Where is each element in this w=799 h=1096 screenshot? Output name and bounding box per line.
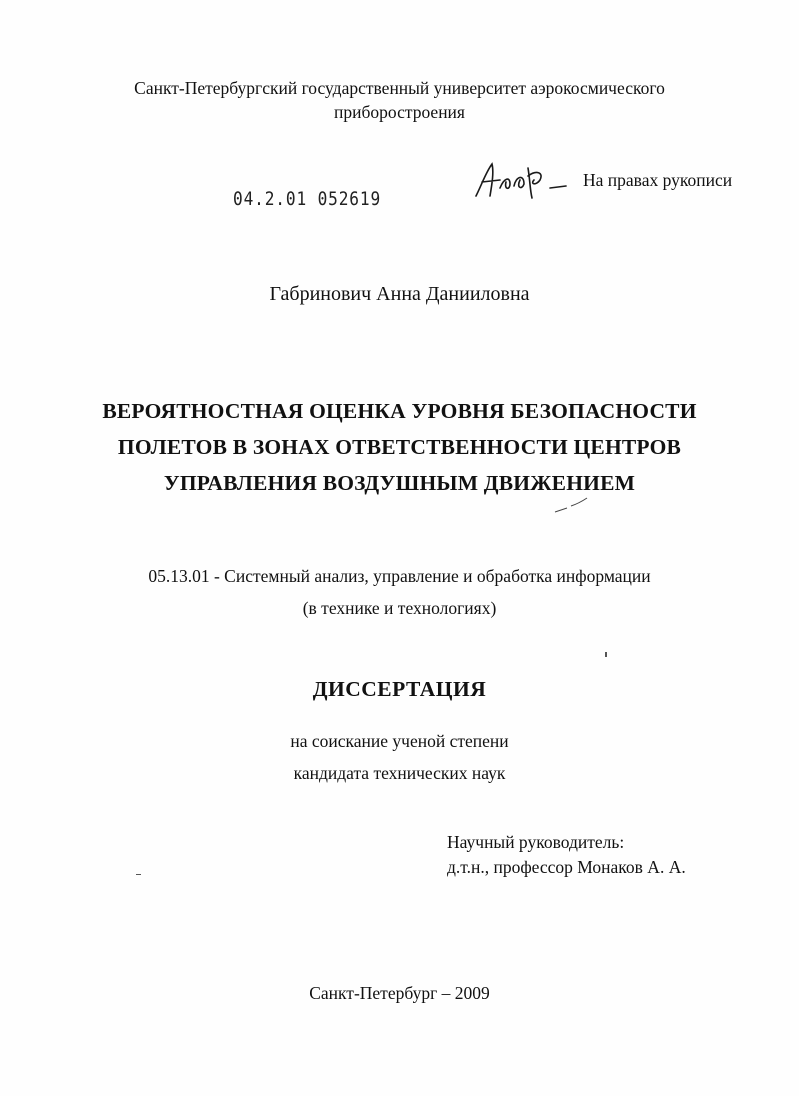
degree-line-1: на соискание ученой степени (290, 731, 509, 751)
supervisor-label: Научный руководитель: (447, 832, 625, 852)
university-line-2: приборостроения (334, 102, 465, 122)
scan-speck (136, 874, 141, 875)
degree-info (0, 725, 799, 789)
handwritten-signature (470, 158, 570, 203)
pen-mark (553, 496, 593, 516)
university-line-1: Санкт-Петербургский государственный университет аэрокосмического (134, 78, 665, 98)
title-line-1: ВЕРОЯТНОСТНАЯ ОЦЕНКА УРОВНЯ БЕЗОПАСНОСТИ (102, 399, 697, 423)
specialty-code-line: 05.13.01 - Системный анализ, управление и обработка информации (148, 566, 651, 586)
city-year: Санкт-Петербург – 2009 (309, 983, 490, 1003)
manuscript-rights-note: На правах рукописи (583, 170, 733, 190)
scientific-supervisor (447, 830, 686, 880)
degree-line-2: кандидата технических наук (293, 763, 506, 783)
specialty-scope-line: (в технике и технологиях) (302, 598, 497, 618)
university-header (0, 76, 799, 124)
supervisor-name: д.т.н., профессор Монаков А. А. (447, 857, 686, 877)
author-name: Габринович Анна Данииловна (269, 283, 530, 305)
specialty (0, 560, 799, 624)
document-type: ДИССЕРТАЦИЯ (312, 677, 487, 701)
title-line-2: ПОЛЕТОВ В ЗОНАХ ОТВЕТСТВЕННОСТИ ЦЕНТРОВ (117, 435, 682, 459)
scan-speck (605, 652, 607, 657)
dissertation-title (0, 393, 799, 501)
registry-number: 04.2.01 052619 (233, 188, 382, 210)
title-line-3: УПРАВЛЕНИЯ ВОЗДУШНЫМ ДВИЖЕНИЕМ (163, 471, 636, 495)
